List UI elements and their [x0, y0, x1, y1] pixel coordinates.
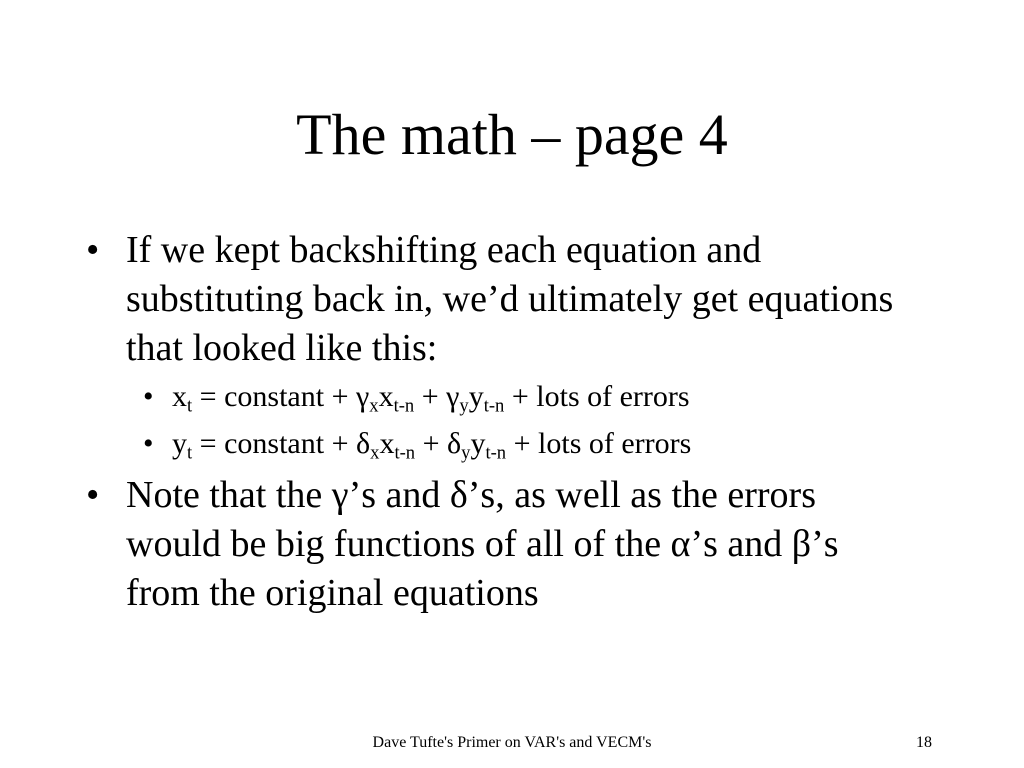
bullet-list	[0, 226, 1024, 618]
sub-bullet-glyph: •	[143, 427, 154, 460]
bullet-item	[0, 471, 916, 618]
bullet-glyph: •	[86, 474, 100, 516]
equation-item	[0, 420, 932, 467]
bullet-text: Note that the γ’s and δ’s, as well as the errors would be big functions of all of the α’s and β’s from the original equations	[126, 474, 839, 614]
slide-title: The math – page 4	[296, 102, 728, 167]
page-number: 18	[916, 734, 932, 751]
equation-y: $y_t$ = constant + $\delta_xx_{t-n} + \delta_yy_{t-n}$ + lots of errors	[172, 427, 692, 464]
footer-text: Dave Tufte's Primer on VAR's and VECM's	[372, 734, 652, 751]
bullet-glyph: •	[86, 229, 100, 271]
bullet-text: If we kept backshifting each equation and substituting back in, we’d ultimately get equations that looked like this:	[126, 229, 894, 369]
equation-x: $x_t$ = constant + $\gamma_xx_{t-n} + \gamma_yy_{t-n}$ + lots of errors	[172, 380, 690, 417]
bullet-item	[0, 226, 916, 373]
sub-bullet-glyph: •	[143, 380, 154, 413]
equation-item	[0, 373, 932, 420]
